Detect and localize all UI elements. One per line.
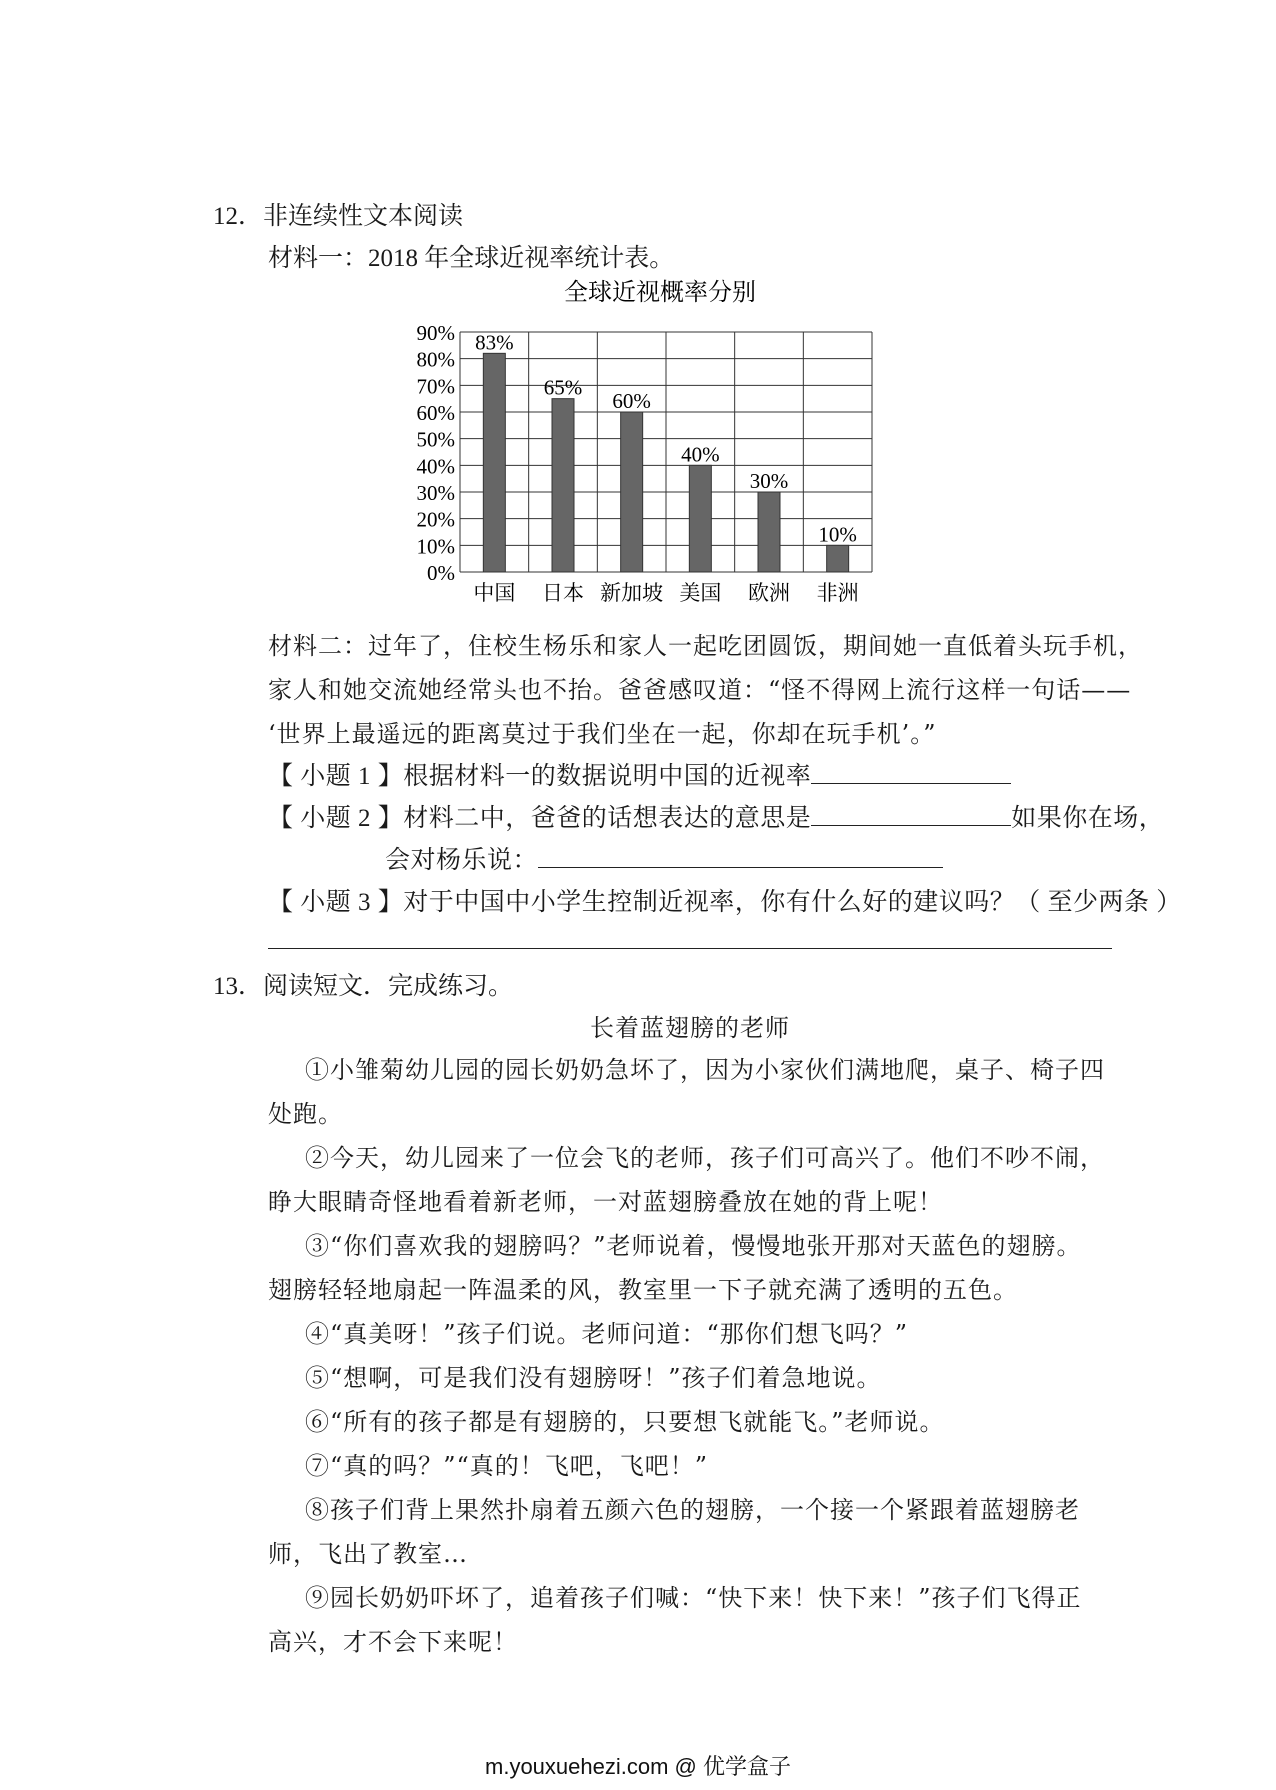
y-tick-8: 80% xyxy=(416,347,455,372)
answer-blank-2a[interactable] xyxy=(811,803,1011,826)
data-label-4: 30% xyxy=(749,469,789,493)
data-label-1: 65% xyxy=(543,375,583,400)
data-label-0: 83% xyxy=(475,330,514,355)
chart-title: 全球近视概率分别 xyxy=(564,280,756,306)
sub-question-2 xyxy=(268,798,1164,834)
x-tick-5: 非洲 xyxy=(816,581,859,605)
story-line-13: ⑨园长奶奶吓坏了，追着孩子们喊：“快下来！快下来！”孩子们飞得正 xyxy=(305,1584,1082,1612)
answer-blank-1[interactable] xyxy=(811,761,1011,784)
story-line-5: ③“你们喜欢我的翅膀吗？”老师说着，慢慢地张开那对天蓝色的翅膀。 xyxy=(305,1232,1082,1260)
bar-4 xyxy=(758,492,780,572)
y-tick-1: 10% xyxy=(416,534,455,559)
sub-question-2-line-2 xyxy=(385,840,943,876)
material2-line-3: ‘世界上最遥远的距离莫过于我们坐在一起，你却在玩手机’。” xyxy=(268,720,937,748)
x-tick-4: 欧洲 xyxy=(748,581,790,605)
sub-question-1-text: 【 小题 1 】根据材料一的数据说明中国的近视率 xyxy=(268,763,812,790)
x-tick-3: 美国 xyxy=(679,581,722,605)
y-tick-3: 30% xyxy=(416,481,455,505)
sub-question-3: 【 小题 3 】对于中国中小学生控制近视率，你有什么好的建议吗？（ 至少两条 ） xyxy=(268,889,1182,916)
data-label-5: 10% xyxy=(818,522,857,547)
myopia-bar-chart xyxy=(380,270,900,615)
y-tick-5: 50% xyxy=(416,427,455,452)
story-line-1: ①小雏菊幼儿园的园长奶奶急坏了，因为小家伙们满地爬，桌子、椅子四 xyxy=(305,1056,1105,1084)
q13-title: 13．阅读短文．完成练习。 xyxy=(213,973,514,1000)
answer-blank-2b[interactable] xyxy=(538,845,943,868)
y-tick-0: 0% xyxy=(427,561,455,585)
data-label-3: 40% xyxy=(681,442,720,467)
story-line-8: ⑤“想啊，可是我们没有翅膀呀！”孩子们着急地说。 xyxy=(305,1364,882,1392)
sub-question-2-text-b: 如果你在场， xyxy=(1011,805,1165,832)
y-tick-6: 60% xyxy=(416,401,455,425)
story-title: 长着蓝翅膀的老师 xyxy=(590,1014,790,1042)
y-tick-7: 70% xyxy=(416,374,455,399)
story-line-2: 处跑。 xyxy=(268,1100,343,1128)
y-tick-2: 20% xyxy=(416,507,455,532)
answer-blank-3[interactable] xyxy=(268,948,1112,949)
y-tick-9: 90% xyxy=(416,321,455,345)
story-line-10: ⑦“真的吗？”“真的！飞吧，飞吧！” xyxy=(305,1452,709,1480)
story-line-3: ②今天，幼儿园来了一位会飞的老师，孩子们可高兴了。他们不吵不闹， xyxy=(305,1144,1105,1172)
chart-y-axis xyxy=(417,321,456,585)
story-line-9: ⑥“所有的孩子都是有翅膀的，只要想飞就能飞。”老师说。 xyxy=(305,1408,945,1436)
story-line-11: ⑧孩子们背上果然扑扇着五颜六色的翅膀，一个接一个紧跟着蓝翅膀老 xyxy=(305,1496,1080,1524)
material2-line-1: 材料二：过年了，住校生杨乐和家人一起吃团圆饭，期间她一直低着头玩手机， xyxy=(268,632,1143,660)
sub-question-1 xyxy=(268,756,1011,792)
material2-line-2: 家人和她交流她经常头也不抬。爸爸感叹道：“怪不得网上流行这样一句话—— xyxy=(268,676,1132,704)
bar-0 xyxy=(483,353,505,572)
story-line-4: 睁大眼睛奇怪地看着新老师，一对蓝翅膀叠放在她的背上呢！ xyxy=(268,1188,943,1216)
bar-2 xyxy=(621,412,643,572)
bar-5 xyxy=(827,545,849,572)
story-line-7: ④“真美呀！”孩子们说。老师问道：“那你们想飞吗？” xyxy=(305,1320,909,1348)
story-line-14: 高兴，才不会下来呢！ xyxy=(268,1628,518,1656)
story-line-6: 翅膀轻轻地扇起一阵温柔的风，教室里一下子就充满了透明的五色。 xyxy=(268,1276,1018,1304)
q12-title: 12．非连续性文本阅读 xyxy=(213,203,464,230)
x-tick-0: 中国 xyxy=(473,581,516,605)
x-tick-1: 日本 xyxy=(542,581,584,605)
sub-question-2-text-c: 会对杨乐说： xyxy=(385,847,539,874)
x-tick-2: 新加坡 xyxy=(600,581,664,605)
bar-1 xyxy=(552,399,574,572)
data-label-2: 60% xyxy=(612,389,651,413)
y-tick-4: 40% xyxy=(416,454,455,479)
sub-question-2-text: 【 小题 2 】材料二中，爸爸的话想表达的意思是 xyxy=(268,805,812,832)
q12-material1-intro: 材料一：2018 年全球近视率统计表。 xyxy=(268,245,675,272)
chart-grid xyxy=(460,332,872,572)
story-line-12: 师，飞出了教室… xyxy=(268,1540,468,1568)
chart-x-axis xyxy=(473,581,858,605)
bar-3 xyxy=(689,465,711,572)
footer-watermark: m.youxuehezi.com @ 优学盒子 xyxy=(485,1754,791,1779)
